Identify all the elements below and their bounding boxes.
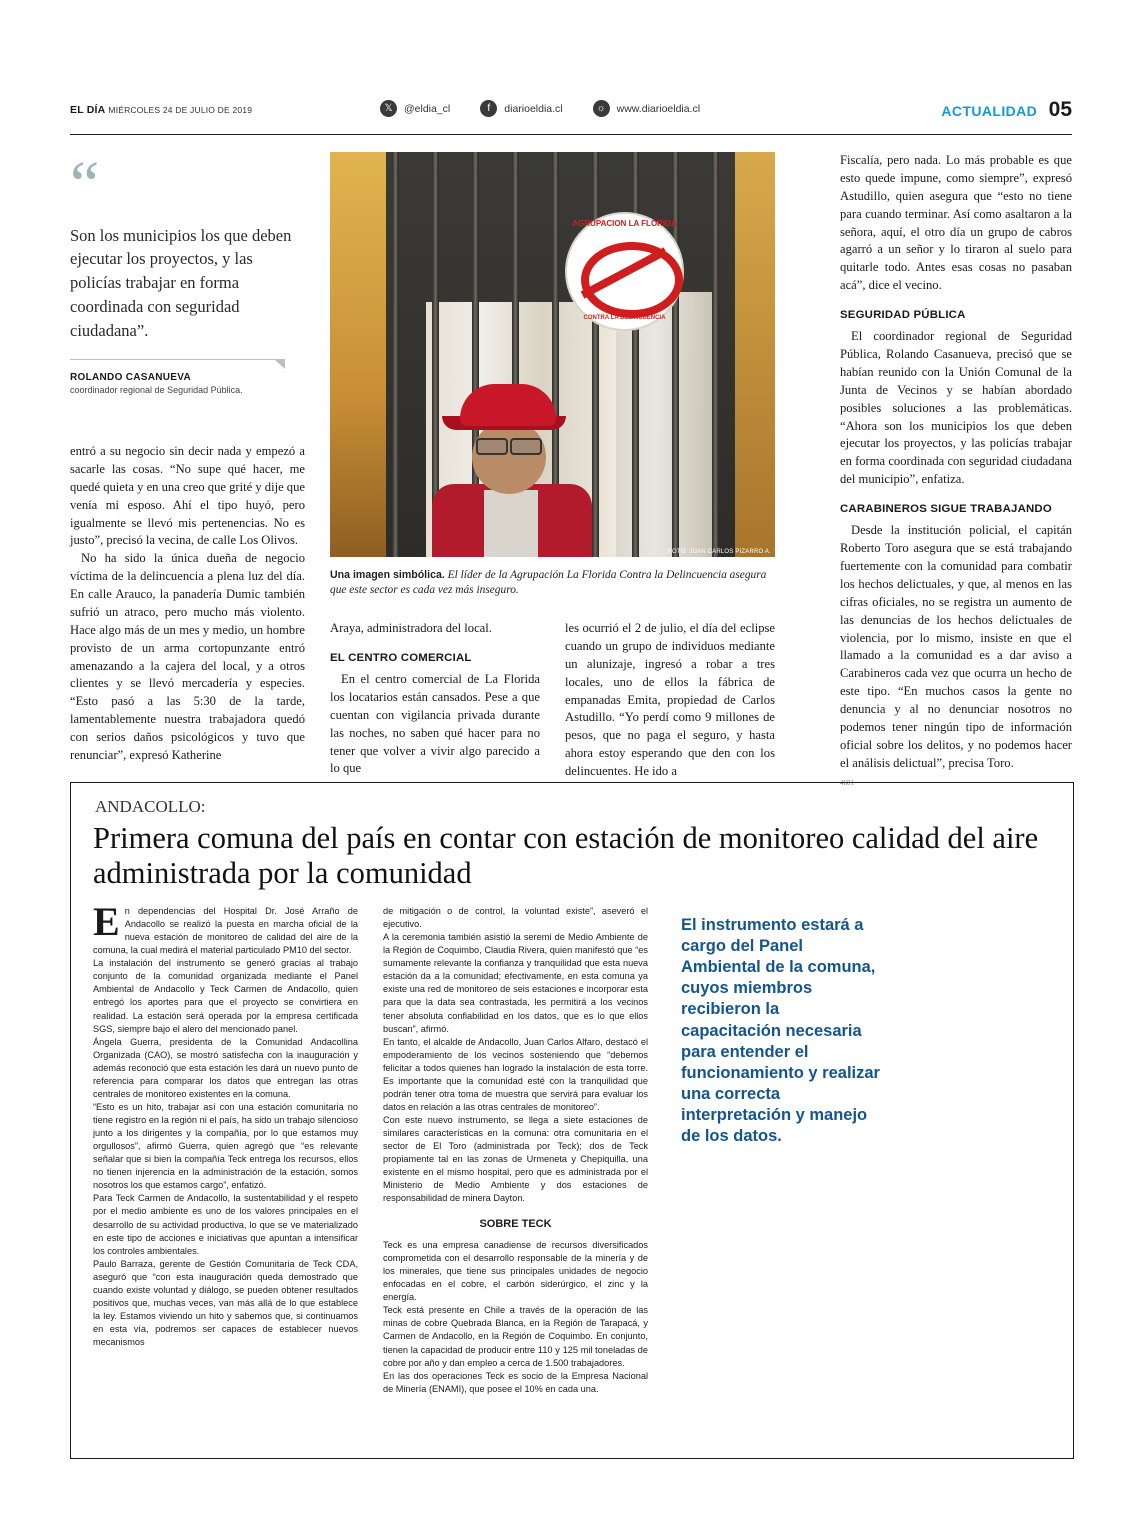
quote-mark: “ (70, 148, 96, 221)
page-number: 05 (1048, 98, 1072, 121)
boxed-column-1 (93, 899, 358, 1349)
masthead-left (70, 104, 252, 116)
paragraph: En dependencias del Hospital Dr. José Arraño de Andacollo se realizó la puesta en marcha oficial de la nueva estación de monitoreo de calidad del aire de la comuna, la cual medirá el material particulado PM10 del sector. (93, 899, 358, 956)
main-photo (330, 152, 775, 557)
globe-icon[interactable]: ☼ (593, 100, 610, 117)
article-code: 4601 (840, 778, 854, 787)
subhead-sobre-teck: SOBRE TECK (479, 1218, 552, 1231)
photo-caption (330, 568, 775, 599)
paragraph: Desde la institución policial, el capitán Roberto Toro asegura que se está trabajando fuertemente con la comunidad para combatir los hechos delictuales, y que, al menos en las cifras oficiales, no se registra un aumento de las denuncias de los hechos delictuales de violencia, por lo mismo, insiste en que el llamado a la comunidad es a dar aviso a Carabineros cada vez que ocurra un hecho de este tipo. “En muchos casos la gente no denuncia y al no denunciar nosotros no podemos tener ningún tipo de información oficial sobre los delitos, y no podemos hacer el análisis delictual”, precisa Toro. (840, 523, 1072, 770)
pullquote-divider (70, 359, 285, 360)
issue-date: MIÉRCOLES 24 DE JULIO DE 2019 (108, 105, 253, 115)
person-in-window (426, 384, 601, 557)
paragraph: No ha sido la única dueña de negocio víctima de la delincuencia a plena luz del día. En calle Arauco, la panadería Dumic también sufrió un atraco, pero mucho más violento. Hace algo más de un mes y medio, un hombre provisto de un arma cortopunzante entró amenazando a la cajera del local, y a otros clientes y se llevó mercadería y especies. “Esto pasó a las 5:30 de la tarde, lamentablemente nuestra trabajadora quedó con serios daños psicológicos y tuvo que renunciar”, expresó Katherine (70, 551, 305, 762)
headline: Primera comuna del país en contar con estación de monitoreo calidad del aire administrada por la comunidad (93, 821, 1039, 891)
paragraph: de mitigación o de control, la voluntad existe”, aseveró el ejecutivo. (383, 906, 648, 930)
caption-text: El líder de la Agrupación La Florida Contra la Delincuencia asegura que este sector es cada vez más inseguro. (330, 569, 767, 597)
paragraph: Araya, administradora del local. (330, 621, 492, 635)
glasses (476, 438, 542, 451)
group-of-people (677, 1279, 1045, 1429)
masthead-right (941, 98, 1072, 122)
masthead (70, 100, 1072, 135)
paragraph: entró a su negocio sin decir nada y empezó a sacarle las cosas. “No supe qué hacer, me quedé quieta y en una creo que grité y dije que venía mi esposo. Ahí el tipo huyó, pero igualmente se llevó mis pertenencias. No es justo”, precisó la vecina, de calle Los Olivos. (70, 444, 305, 548)
article-column-4 (840, 152, 1072, 790)
twitter-icon[interactable]: 𝕏 (380, 100, 397, 117)
paragraph: Con este nuevo instrumento, se llega a siete estaciones de similares características en la comuna: otra comunitaria en el sector de El Toro (administrada por Teck); dos de Teck propiamente tal en las zonas de Urmeneta y Chepiquilla, una existente en el mismo hospital, pero que es administrada por el Ministerio de Medio Ambiente y dos estaciones de responsabilidad de minera Dayton. (383, 1115, 648, 1204)
article-column-3 (565, 620, 775, 781)
caption-lead: Una imagen simbólica. (330, 569, 445, 581)
masthead-social (380, 100, 700, 117)
pullquote-author: ROLANDO CASANUEVA (70, 372, 192, 384)
boxed-article (70, 782, 1074, 1459)
paragraph: En el centro comercial de La Florida los locatarios están cansados. Pese a que cuentan con vigilancia privada durante las noches, no saben qué hacer para no tener que volver a vivir algo parecido a lo que (330, 672, 540, 776)
paragraph: Teck es una empresa canadiense de recursos diversificados comprometida con el desarrollo responsable de la minería y de los minerales, que tiene sus principales unidades de negocio enfocadas en el cobre, el carbón siderúrgico, el zinc y la energía. (383, 1240, 648, 1303)
dropcap: E (93, 899, 120, 944)
platform (789, 1235, 939, 1305)
paper-name: EL DÍA (70, 104, 106, 116)
paragraph: Ángela Guerra, presidenta de la Comunidad Andacollina Organizada (CAO), se mostró satisfecha con la inauguración y además reconoció que esta estación les dará un nuevo punto de referencia para comparar los datos que entregan las otras centrales de monitoreo existentes en la comuna. (93, 1036, 358, 1099)
facebook-icon[interactable]: f (480, 100, 497, 117)
website-url[interactable]: www.diarioeldia.cl (616, 102, 701, 115)
paragraph: “Esto es un hito, trabajar así con una estación comunitaria no tiene registro en la región ni el país, ha sido un trabajo silencioso junto a los dirigentes y la compañía, por lo que estamos muy orgullosos”, afirmó Guerra, quien agregó que “es relevante señalar que si bien la compañía Teck entrega los recursos, ellos no tienen injerencia en la administración de la estación, somos nosotros los que estamos cargo”, enfatizó. (93, 1101, 358, 1191)
kicker: ANDACOLLO: (95, 797, 206, 816)
sidebar-pullquote: El instrumento estará a cargo del Panel Ambiental de la comuna, cuyos miembros recibieron la capacitación necesaria para entender el funcionamiento y realizar una correcta interpretación y manejo de los datos. (681, 916, 880, 1146)
paragraph: Teck está presente en Chile a través de la operación de las minas de cobre Quebrada Blanca, en la Región de Tarapacá, y Carmen de Andacollo, en la Región de Coquimbo. En conjunto, tienen la capacidad de producir entre 110 y 125 mil toneladas de cobre por año y dan empleo a cerca de 1.500 trabajadores. (383, 1305, 648, 1368)
paragraph: Fiscalía, pero nada. Lo más probable es que esto quede impune, como siempre”, expresó Astudillo, quien asegura que “esto no tiene para cuando terminar. Así como asaltaron a la señora, aquí, el otro día un grupo de cabros agarró a un señor y lo tiraron al suelo para quitarle todo. Antes esas cosas no pasaban acá”, dice el vecino. (840, 153, 1072, 293)
article-column-2 (330, 620, 540, 778)
paragraph: Paulo Barraza, gerente de Gestión Comunitaria de Teck CDA, aseguró que “con esta inauguración queda demostrado que cuando existe voluntad y diálogo, se pueden obtener resultados positivos que, muchas veces, van más allá de lo que establece la ley. Estamos viviendo un hito y sabemos que, si continuamos en esta vía, podremos ser capaces de establecer nuevos mecanismos (93, 1258, 358, 1348)
paragraph: El coordinador regional de Seguridad Pública, Rolando Casanueva, precisó que se habían reunido con la Unión Comunal de la Junta de Vecinos y se habían abordado posibles soluciones a las problemáticas. “Ahora son los municipios los que deben ejecutar los proyectos, y las policías trabajar en forma coordinada con seguridad ciudadana del municipio”, enfatiza. (840, 329, 1072, 487)
boxed-article-sidebar (669, 905, 1049, 1435)
paragraph: La instalación del instrumento se generó gracias al trabajo conjunto de la comunidad organizada mediante el Panel Ambiental de Andacollo y Teck Carmen de Andacollo, quien entregó los aportes para que el proyecto se convirtiera en realidad. La estación será operada por la empresa certificada SGS, siempre bajo el alero del mencionado panel. (93, 958, 358, 1034)
paragraph: En las dos operaciones Teck es socio de la Empresa Nacional de Minería (ENAMI), que posee el 10% en cada una. (383, 1370, 648, 1394)
paragraph: A la ceremonia también asistió la seremi de Medio Ambiente de la Región de Coquimbo, Claudia Rivera, quien manifestó que “es sumamente relevante la confianza y tranquilidad que esta nueva estación da a la comunidad; efectivamente, en esta comuna ya existe una red de monitoreo de seis estaciones e incorporar esta para que la data sea contrastada, les permitirá a los vecinos tener absoluta confiabilidad en los datos, que es lo que ellos buscan”, afirmó. (383, 932, 648, 1034)
facebook-handle[interactable]: diarioeldia.cl (504, 102, 563, 115)
subhead-seguridad-publica: SEGURIDAD PÚBLICA (840, 309, 966, 321)
article-column-1 (70, 443, 305, 765)
subhead-centro-comercial: EL CENTRO COMERCIAL (330, 651, 472, 664)
sign-top-text: AGRUPACION LA FLORIDA (572, 219, 677, 228)
pullquote-text: Son los municipios los que deben ejecutar los proyectos, y las policías trabajar en forma coordinada con seguridad ciudadana”. (70, 225, 292, 341)
paragraph: Para Teck Carmen de Andacollo, la sustentabilidad y el respeto por el medio ambiente es uno de los valores principales en el desarrollo de su actividad productiva, lo que se ve materializado en este tipo de acciones e iniciativas que apuntan a intensificar los controles ambientales. (93, 1193, 358, 1256)
sign-bottom-text: CONTRA LA DELINCUENCIA (583, 315, 666, 321)
paragraph: les ocurrió el 2 de julio, el día del eclipse cuando un grupo de individuos mediante un alunizaje, ingresó a robar a tres locales, uno de ellos la fábrica de empanadas Emita, propiedad de Carlos Astudillo. “Yo perdí como 9 millones de pesos, que no paga el seguro, y hasta ahora estoy esperando que den con los delincuentes. He ido a (565, 621, 775, 778)
section-label: ACTUALIDAD (941, 103, 1038, 119)
twitter-handle[interactable]: @eldia_cl (404, 102, 451, 115)
paragraph: En tanto, el alcalde de Andacollo, Juan Carlos Alfaro, destacó el empoderamiento de los vecinos sosteniendo que “debemos felicitar a todos quienes han logrado la instalación de esta torre. Es importante que la comunidad esté con la tranquilidad que podrán tener otra toma de muestra que servirá para evaluar los datos en relación a las otras centrales de monitoreo”. (383, 1036, 648, 1112)
pullquote-block (70, 148, 305, 396)
agrupacion-sign (565, 212, 684, 331)
pullquote-role: coordinador regional de Seguridad Pública. (70, 385, 243, 396)
subhead-carabineros: CARABINEROS SIGUE TRABAJANDO (840, 503, 1052, 516)
boxed-column-2 (383, 905, 648, 1396)
photo-credit: FOTO: JUAN CARLOS PIZARRO A. (668, 549, 771, 555)
boxed-article-columns (93, 899, 653, 1435)
